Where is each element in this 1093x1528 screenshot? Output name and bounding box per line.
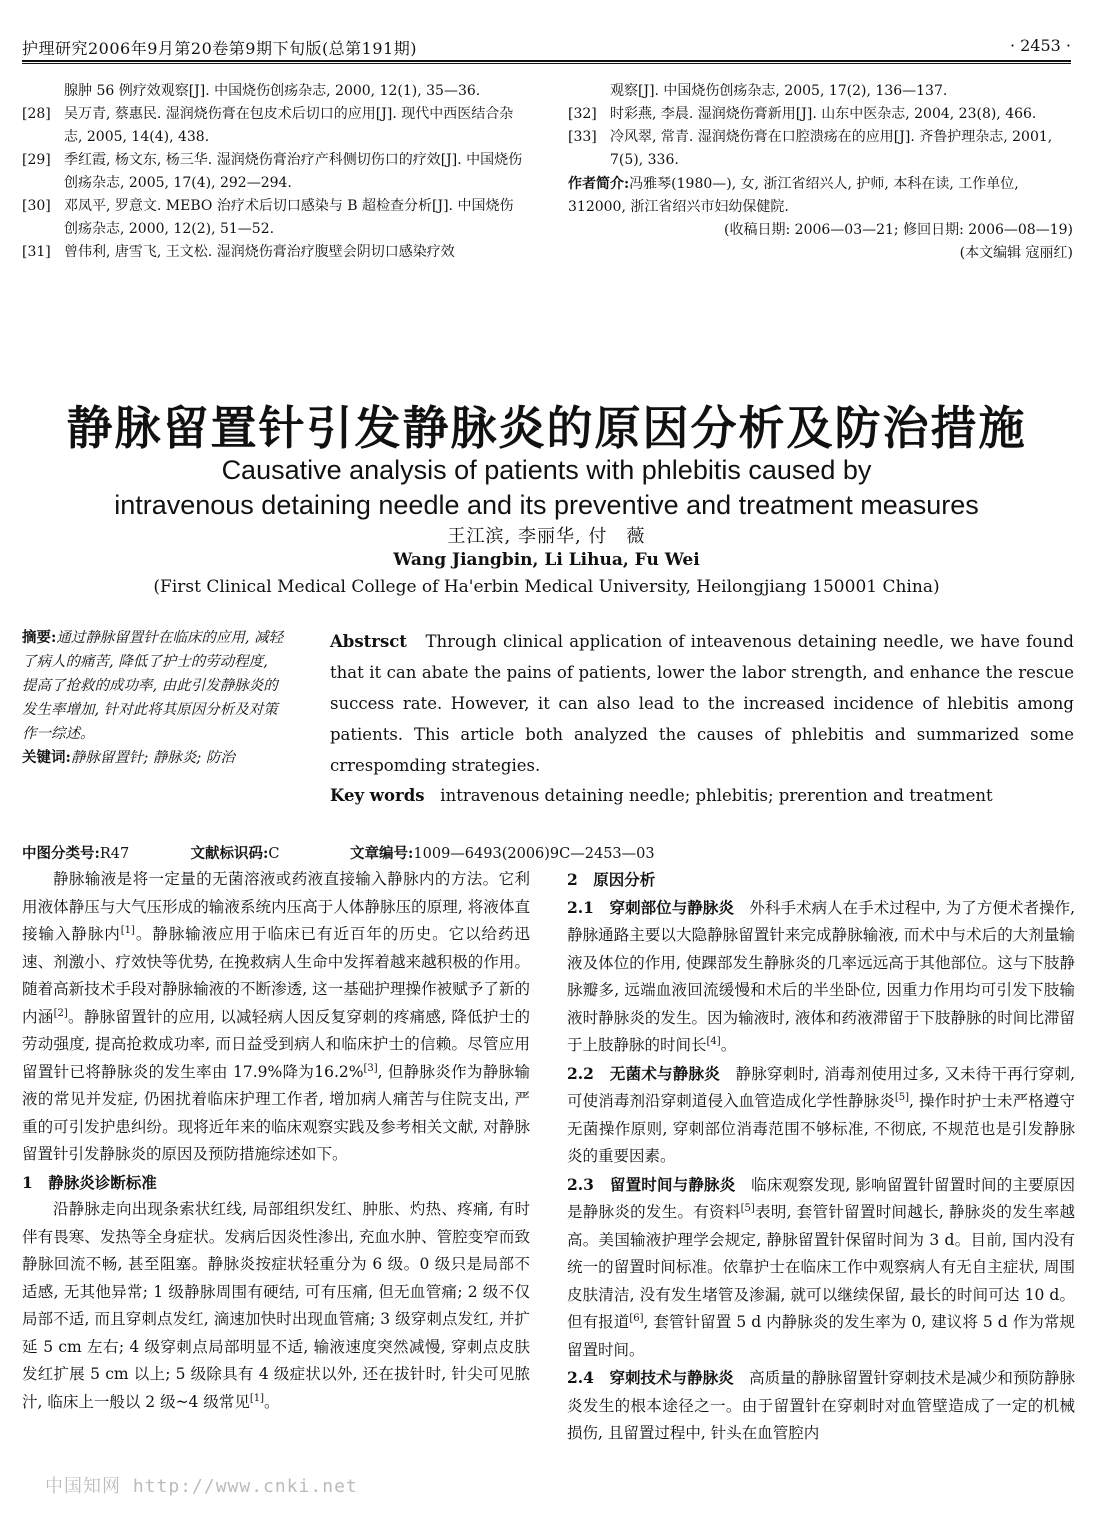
abstract-cn: 摘要:通过静脉留置针在临床的应用, 减轻了病人的痛苦, 降低了护士的劳动程度, 提高了抢救的成功率, 由此引发静脉炎的发生率增加, 针对此将其原因分析及对策作一综述。 关键词:静脉留置针; 静脉炎; 防治: [22, 629, 284, 766]
article-title-en: Causative analysis of patients with phlebitis caused by intravenous detaining needle and its preventive and treatment measures: [114, 455, 979, 520]
journal-issue: 护理研究2006年9月第20卷第9期下旬版(总第191期): [22, 39, 417, 58]
watermark: 中国知网 http://www.cnki.net: [45, 1476, 358, 1497]
header-rule-thin: [22, 63, 1071, 64]
paragraph: 沿静脉走向出现条索状红线, 局部组织发红、肿胀、灼热、疼痛, 有时伴有畏寒、发热等全身症状。发病后因炎性渗出, 充血水肿、管腔变窄而致静脉回流不畅, 甚至阻塞。静脉炎按症状轻重分为 6 级。0 级只是局部不适感, 无其他异常; 1 级静脉周围有硬结, 可有压痛, 但无血管痛; 2 级不仅局部不适, 而且穿刺点发红, 滴速加快时出现血管痛; 3 级穿刺点发红, 并扩延 5 cm 左右; 4 级穿刺点局部明显不适, 输液速度突然减慢, 穿刺点皮肤发红扩展 5 cm 以上; 5 级除具有 4 级症状以外, 还在拔针时, 针尖可见脓汁, 临床上一般以 2 级~4 级常见[1]。: [22, 1200, 530, 1411]
reference-item: 观察[J]. 中国烧伤创疡杂志, 2005, 17(2), 136—137.: [610, 83, 948, 99]
body-column-left: [22, 866, 530, 1416]
paragraph: 2.2 无菌术与静脉炎 静脉穿刺时, 消毒剂使用过多, 又未待干再行穿刺, 可使消毒剂沿穿刺道侵入血管造成化学性静脉炎[5], 操作时护士未严格遵守无菌操作原则, 穿刺部位消毒范围不够标准, 不彻底, 不规范也是引发静脉炎的重要因素。: [567, 1063, 1075, 1165]
editor-credit: (本文编辑 寇丽红): [959, 245, 1073, 261]
abstract-en: Abstrsct Through clinical application of inteavenous detaining needle, we have found that it can abate the pains of patients, lower the labor strength, and enhance the rescue success rate. However, it can also lead to the increased incidence of hlebitis among patients. This article both analyzed the causes of phlebitis and summarized some crrespomding strategies.: [330, 632, 1074, 775]
paragraph: 静脉输液是将一定量的无菌溶液或药液直接输入静脉内的方法。它利用液体静压与大气压形成的输液系统内压高于人体静脉压的原理, 将液体直接输入静脉内[1]。静脉输液应用于临床已有近百年的历史。它以给药迅速、剂激小、疗效快等优势, 在挽救病人生命中发挥着越来越积极的作用。随着高新技术手段对静脉输液的不断渗透, 这一基础护理操作被赋予了新的内涵[2]。静脉留置针的应用, 以减轻病人因反复穿刺的疼痛感, 降低护士的劳动强度, 提高抢救成功率, 而日益受到病人和临床护士的信赖。尽管应用留置针已将静脉炎的发生率由 17.9%降为16.2%[3], 但静脉炎作为静脉输液的常见并发症, 仍困扰着临床护理工作者, 增加病人痛苦与住院支出, 严重的可引发护患纠纷。现将近年来的临床观察实践及参考相关文献, 对静脉留置针引发静脉炎的原因及预防措施综述如下。: [22, 870, 530, 1163]
reference-item: [29] 季红霞, 杨文东, 杨三华. 湿润烧伤膏治疗产科侧切伤口的疗效[J]. 中国烧伤创疡杂志, 2005, 17(4), 292—294.: [22, 152, 523, 191]
reference-item: 腺肿 56 例疗效观察[J]. 中国烧伤创疡杂志, 2000, 12(1), 35—36.: [64, 83, 481, 99]
section-heading: 2 原因分析: [567, 870, 656, 889]
classification-line: 中图分类号:R47 文献标识码:C 文章编号:1009—6493(2006)9C—2453—03: [22, 845, 655, 862]
received-dates: (收稿日期: 2006—03—21; 修回日期: 2006—08—19): [724, 222, 1073, 238]
section-heading: 1 静脉炎诊断标准: [22, 1172, 157, 1192]
authors-cn: 王江滨, 李丽华, 付 薇: [447, 526, 646, 547]
references-left: [22, 80, 527, 264]
reference-item: [31] 曾伟利, 唐雪飞, 王文松. 湿润烧伤膏治疗腹壁会阴切口感染疗效: [22, 244, 455, 260]
affiliation: (First Clinical Medical College of Ha'erbin Medical University, Heilongjiang 150001 China): [153, 577, 940, 597]
authors-en: Wang Jiangbin, Li Lihua, Fu Wei: [393, 550, 700, 570]
reference-item: [33] 冷风翠, 常青. 湿润烧伤膏在口腔溃疡在的应用[J]. 齐鲁护理杂志, 2001, 7(5), 336.: [568, 129, 1053, 168]
page-number: · 2453 ·: [1009, 36, 1071, 55]
paragraph: 2.4 穿刺技术与静脉炎 高质量的静脉留置针穿刺技术是减少和预防静脉炎发生的根本途径之一。由于留置针在穿刺时对血管壁造成了一定的机械损伤, 且留置过程中, 针头在血管腔内: [567, 1368, 1075, 1442]
running-header: [22, 34, 1071, 56]
paragraph: 2.1 穿刺部位与静脉炎 外科手术病人在手术过程中, 为了方便术者操作, 静脉通路主要以大隐静脉留置针来完成静脉输液, 而术中与术后的大剂量输液及体位的作用, 使踝部发生静脉炎的几率远远高于其他部位。这与下肢静脉瓣多, 远端血液回流缓慢和术后的半坐卧位, 因重力作用均可引发下肢输液时静脉炎的发生。因为输液时, 液体和药液滞留于下肢静脉的时间比滞留于上肢静脉的时间长[4]。: [567, 897, 1075, 1054]
author-note: 作者简介:冯雅琴(1980—), 女, 浙江省绍兴人, 护师, 本科在读, 工作单位, 312000, 浙江省绍兴市妇幼保健院.: [568, 176, 1019, 215]
references-right: [568, 80, 1073, 265]
reference-item: [30] 邓凤平, 罗意文. MEBO 治疗术后切口感染与 B 超检查分析[J]. 中国烧伤创疡杂志, 2000, 12(2), 51—52.: [22, 198, 514, 237]
header-rule: [22, 60, 1071, 62]
keywords-en: Key words intravenous detaining needle; phlebitis; prerention and treatment: [330, 786, 993, 805]
article-title-cn: 静脉留置针引发静脉炎的原因分析及防治措施: [66, 401, 1027, 455]
body-column-right: [567, 866, 1075, 1448]
paragraph: 2.3 留置时间与静脉炎 临床观察发现, 影响留置针留置时间的主要原因是静脉炎的发生。有资料[5]表明, 套管针留置时间越长, 静脉炎的发生率越高。美国输液护理学会规定, 静脉留置针保留时间为 3 d。目前, 国内没有统一的留置时间标准。依靠护士在临床工作中观察病人有无自主症状, 周围皮肤清洁, 没有发生堵管及渗漏, 就可以继续保留, 最长的时间可达 10 d。但有报道[6], 套管针留置 5 d 内静脉炎的发生率为 0, 建议将 5 d 作为常规留置时间。: [567, 1174, 1076, 1359]
reference-item: [32] 时彩燕, 李晨. 湿润烧伤膏新用[J]. 山东中医杂志, 2004, 23(8), 466.: [568, 106, 1037, 122]
reference-item: [28] 吴万青, 蔡惠民. 湿润烧伤膏在包皮术后切口的应用[J]. 现代中西医结合杂志, 2005, 14(4), 438.: [22, 106, 514, 145]
